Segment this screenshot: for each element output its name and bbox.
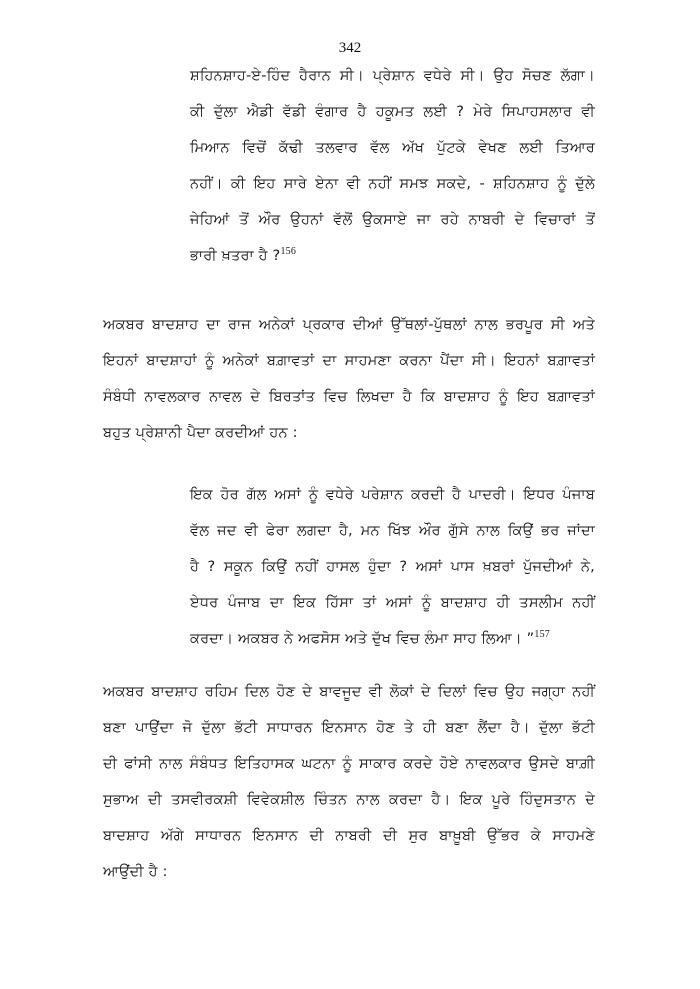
quote2-last-text: ਕਰਦਾ। ਅਕਬਰ ਨੇ ਅਫਸੋਸ ਅਤੇ ਦੁੱਖ ਵਿਚ ਲੰਮਾ ਸਾਹ ਲਿਆ। ” [190,631,535,647]
page-number: 342 [338,40,362,56]
paragraph2-line-6: ਆਉਂਦੀ ਹੈ : [103,864,168,880]
footnote-ref-156: 156 [280,246,297,257]
quote1-line-2: ਕੀ ਦੁੱਲਾ ਐਡੀ ਵੱਡੀ ਵੰਗਾਰ ਹੈ ਹਕੂਮਤ ਲਈ ? ਮੇਰੇ ਸਿਪਾਹਸਲਾਰ ਵੀ [190,104,595,120]
quote1-line-5: ਜੇਹਿਆਂ ਤੋਂ ਔਰ ਉਹਨਾਂ ਵੱਲੋਂ ਉਕਸਾਏ ਜਾ ਰਹੇ ਨਾਬਰੀ ਦੇ ਵਿਚਾਰਾਂ ਤੋਂ [190,212,595,228]
paragraph2-line-2: ਬਣਾ ਪਾਉਂਦਾ ਜੋ ਦੁੱਲਾ ਭੱਟੀ ਸਾਧਾਰਨ ਇਨਸਾਨ ਹੋਣ ਤੇ ਹੀ ਬਣਾ ਲੈਂਦਾ ਹੈ। ਦੁੱਲਾ ਭੱਟੀ [103,720,595,736]
quote2-line-4: ਏਧਰ ਪੰਜਾਬ ਦਾ ਇਕ ਹਿੱਸਾ ਤਾਂ ਅਸਾਂ ਨੂੰ ਬਾਦਸ਼ਾਹ ਹੀ ਤਸਲੀਮ ਨਹੀਂ [190,595,595,611]
quote1-last-text: ਭਾਰੀ ਖ਼ਤਰਾ ਹੈ ? [190,248,281,264]
quote2-line-1: ਇਕ ਹੋਰ ਗੱਲ ਅਸਾਂ ਨੂੰ ਵਧੇਰੇ ਪਰੇਸ਼ਾਨ ਕਰਦੀ ਹੈ ਪਾਦਰੀ। ਇਧਰ ਪੰਜਾਬ [190,487,595,503]
paragraph2-line-5: ਬਾਦਸ਼ਾਹ ਅੱਗੇ ਸਾਧਾਰਨ ਇਨਸਾਨ ਦੀ ਨਾਬਰੀ ਦੀ ਸੁਰ ਬਾਖ਼ੂਬੀ ਉੱਭਰ ਕੇ ਸਾਹਮਣੇ [103,828,595,844]
quote1-line-1: ਸ਼ਹਿਨਸ਼ਾਹ-ਏ-ਹਿੰਦ ਹੈਰਾਨ ਸੀ। ਪ੍ਰੇਸ਼ਾਨ ਵਧੇਰੇ ਸੀ। ਉਹ ਸੋਚਣ ਲੱਗਾ। [190,68,595,84]
paragraph2-line-3: ਦੀ ਫਾਂਸੀ ਨਾਲ ਸੰਬੰਧਤ ਇਤਿਹਾਸਕ ਘਟਨਾ ਨੂੰ ਸਾਕਾਰ ਕਰਦੇ ਹੋਏ ਨਾਵਲਕਾਰ ਉਸਦੇ ਬਾਗ਼ੀ [103,756,595,772]
paragraph2-line-1: ਅਕਬਰ ਬਾਦਸ਼ਾਹ ਰਹਿਮ ਦਿਲ ਹੋਣ ਦੇ ਬਾਵਜੂਦ ਵੀ ਲੋਕਾਂ ਦੇ ਦਿਲਾਂ ਵਿਚ ਉਹ ਜਗ੍ਹਾ ਨਹੀਂ [103,684,595,700]
quote1-line-4: ਨਹੀਂ। ਕੀ ਇਹ ਸਾਰੇ ਏਨਾ ਵੀ ਨਹੀਂ ਸਮਝ ਸਕਦੇ, - ਸ਼ਹਿਨਸ਼ਾਹ ਨੂੰ ਦੁੱਲੇ [190,176,595,192]
paragraph1-line-4: ਬਹੁਤ ਪ੍ਰੇਸ਼ਾਨੀ ਪੈਦਾ ਕਰਦੀਆਂ ਹਨ : [103,425,298,441]
footnote-ref-157: 157 [534,629,550,640]
paragraph1-line-1: ਅਕਬਰ ਬਾਦਸ਼ਾਹ ਦਾ ਰਾਜ ਅਨੇਕਾਂ ਪ੍ਰਕਾਰ ਦੀਆਂ ਉੱਥਲਾਂ-ਪੁੱਥਲਾਂ ਨਾਲ ਭਰਪੂਰ ਸੀ ਅਤੇ [103,317,595,333]
quote1-line-6 [190,246,595,266]
paragraph2-line-4: ਸੁਭਾਅ ਦੀ ਤਸਵੀਰਕਸ਼ੀ ਵਿਵੇਕਸ਼ੀਲ ਚਿੰਤਨ ਨਾਲ ਕਰਦਾ ਹੈ। ਇਕ ਪੂਰੇ ਹਿੰਦੁਸਤਾਨ ਦੇ [103,792,595,808]
paragraph1-line-2: ਇਹਨਾਂ ਬਾਦਸ਼ਾਹਾਂ ਨੂੰ ਅਨੇਕਾਂ ਬਗ਼ਾਵਤਾਂ ਦਾ ਸਾਹਮਣਾ ਕਰਨਾ ਪੈਂਦਾ ਸੀ। ਇਹਨਾਂ ਬਗ਼ਾਵਤਾਂ [103,353,595,369]
quote2-line-3: ਹੈ ? ਸਕੂਨ ਕਿਉਂ ਨਹੀਂ ਹਾਸਲ ਹੁੰਦਾ ? ਅਸਾਂ ਪਾਸ ਖ਼ਬਰਾਂ ਪੁੱਜਦੀਆਂ ਨੇ, [190,559,595,575]
quote2-line-5 [190,629,595,649]
paragraph1-line-3: ਸੰਬੰਧੀ ਨਾਵਲਕਾਰ ਨਾਵਲ ਦੇ ਬਿਰਤਾਂਤ ਵਿਚ ਲਿਖਦਾ ਹੈ ਕਿ ਬਾਦਸ਼ਾਹ ਨੂੰ ਇਹ ਬਗ਼ਾਵਤਾਂ [103,389,595,405]
quote1-line-3: ਮਿਆਨ ਵਿਚੋਂ ਕੱਢੀ ਤਲਵਾਰ ਵੱਲ ਅੱਖ ਪੁੱਟਕੇ ਵੇਖਣ ਲਈ ਤਿਆਰ [190,140,595,156]
quote2-line-2: ਵੱਲ ਜਦ ਵੀ ਫੇਰਾ ਲਗਦਾ ਹੈ, ਮਨ ਖਿੱਝ ਔਰ ਗੁੱਸੇ ਨਾਲ ਕਿਉਂ ਭਰ ਜਾਂਦਾ [190,523,595,539]
